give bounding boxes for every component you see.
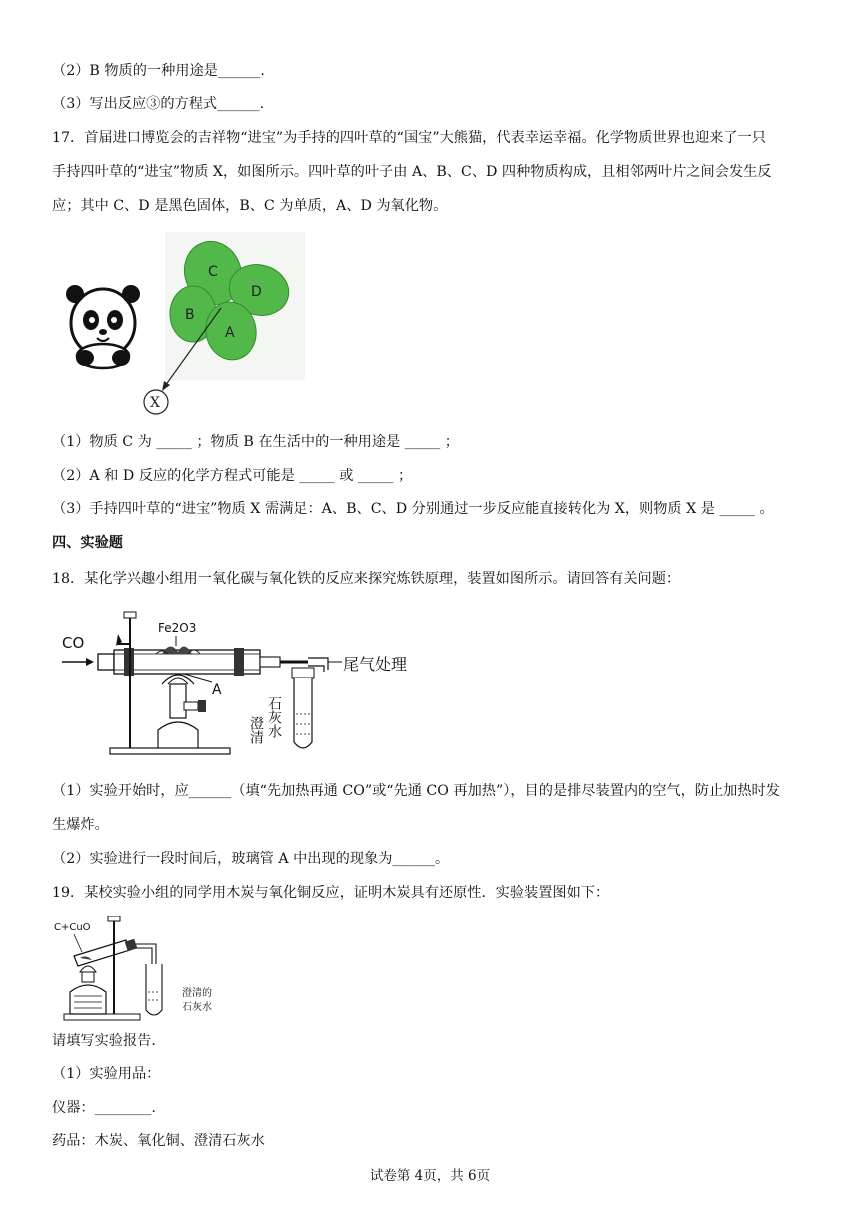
q18-part1-line1: （1）实验开始时，应______（填“先加热再通 CO”或“先通 CO 再加热”），目的是排尽装置内的空气，防止加热时发 [52, 783, 780, 799]
q17-stem-line2: 手持四叶草的“进宝”物质 X，如图所示。四叶草的叶子由 A、B、C、D 四种物质构成，且相邻两叶片之间会发生反 [52, 164, 772, 180]
leaf-label-d: D [251, 284, 262, 300]
q18-part2: （2）实验进行一段时间后，玻璃管 A 中出现的现象为______。 [52, 851, 450, 867]
fe2o3-label: Fe2O3 [158, 621, 197, 635]
q19-stem: 19．某校实验小组的同学用木炭与氧化铜反应，证明木炭具有还原性．实验装置图如下： [52, 885, 610, 901]
tube-a-label: A [212, 682, 222, 698]
test-tube [292, 668, 314, 748]
co-label: CO [62, 634, 85, 652]
panda-image [66, 285, 140, 368]
exhaust-label: 尾气处理 [343, 655, 408, 674]
q19-report: 请填写实验报告． [52, 1033, 166, 1049]
q17-stem-line3: 应；其中 C、D 是黑色固体，B、C 为单质，A、D 为氧化物。 [52, 198, 448, 214]
alcohol-lamp [70, 966, 106, 1014]
test-tube-19 [146, 964, 162, 1015]
leaf-label-a: A [225, 325, 235, 341]
q18-stem: 18．某化学兴趣小组用一氧化碳与氧化铁的反应来探究炼铁原理，装置如图所示。请回答有关问题： [52, 571, 681, 587]
clear-label: 澄清 [248, 716, 264, 744]
q19-drugs: 药品：木炭、氧化铜、澄清石灰水 [52, 1133, 265, 1149]
q17-part1: （1）物质 C 为 _____ ；物质 B 在生活中的一种用途是 _____ ； [52, 434, 459, 450]
q17-part3: （3）手持四叶草的“进宝”物质 X 需满足：A、B、C、D 分别通过一步反应能直接转化为 X，则物质 X 是 _____ 。 [52, 501, 774, 517]
burner [158, 675, 206, 750]
q16-part2: （2）B 物质的一种用途是______. [52, 63, 265, 79]
leaf-label-b: B [185, 307, 195, 323]
section-heading: 四、实验题 [52, 535, 123, 551]
limewater-label-19a: 澄清的 [182, 988, 212, 999]
q17-figure [55, 228, 315, 420]
page-footer: 试卷第 4页，共 6页 [369, 1168, 491, 1184]
q18-figure [58, 610, 418, 760]
q16-part3: （3）写出反应③的方程式______. [52, 96, 265, 112]
q19-part1: （1）实验用品： [52, 1066, 161, 1082]
leaf-label-c: C [208, 264, 218, 280]
q18-part1-line2: 生爆炸。 [52, 817, 109, 833]
x-label: X [150, 395, 160, 411]
q19-figure [52, 916, 232, 1024]
reactant-label: C+CuO [54, 922, 91, 933]
limewater-label-19b: 石灰水 [182, 1002, 212, 1013]
limewater-label: 石灰水 [266, 696, 282, 738]
q17-stem-line1: 17．首届进口博览会的吉祥物“进宝”为手持的四叶草的“国宝”大熊猫，代表幸运幸福。化学物质世界也迎来了一只 [52, 130, 766, 146]
q19-instruments: 仪器：________. [52, 1100, 156, 1116]
q17-part2: （2）A 和 D 反应的化学方程式可能是 _____ 或 _____ ； [52, 468, 413, 484]
